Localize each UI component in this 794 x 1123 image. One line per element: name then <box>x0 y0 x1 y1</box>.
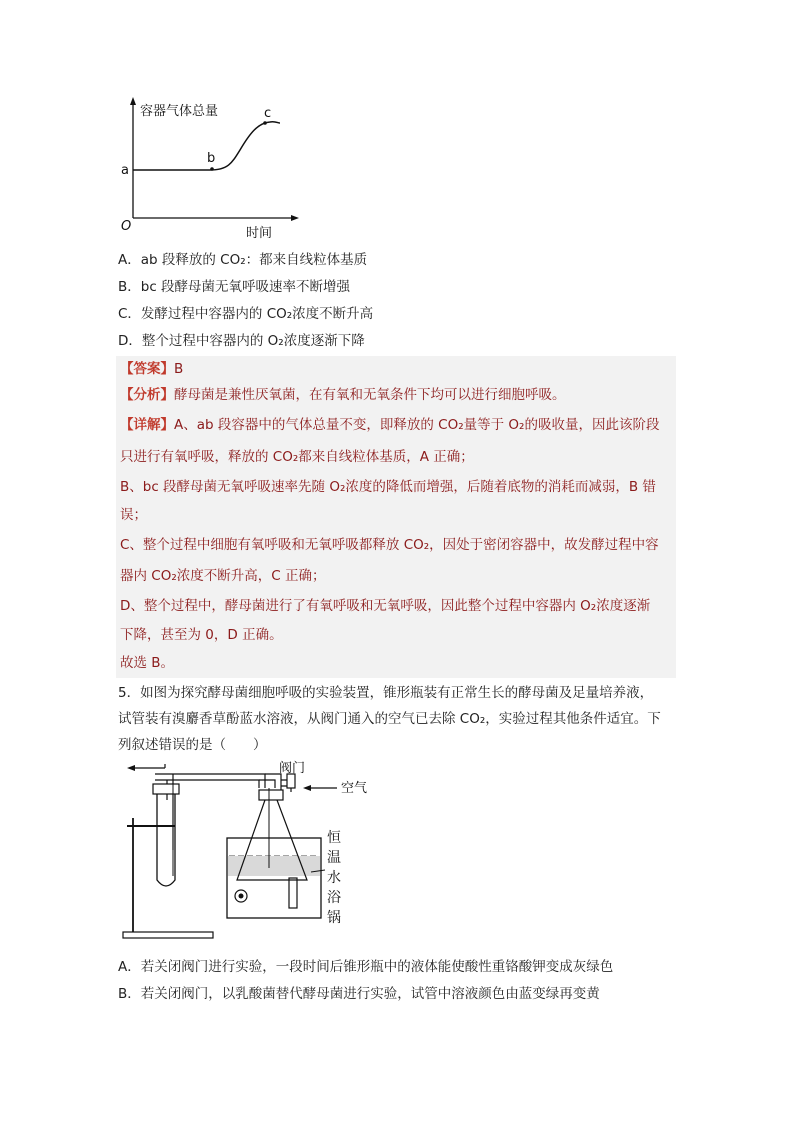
stand-base <box>123 932 213 938</box>
gas-amount-graph <box>110 95 310 245</box>
valve-handle <box>287 774 295 788</box>
analysis-text: 酵母菌是兼性厌氧菌，在有氧和无氧条件下均可以进行细胞呼吸。 <box>174 387 566 403</box>
flask-stopper <box>259 790 283 800</box>
x-axis-label: 时间 <box>246 226 273 241</box>
q5-line-2: 列叙述错误的是（ ） <box>118 737 267 753</box>
detail-line-6: D、整个过程中，酵母菌进行了有氧呼吸和无氧呼吸，因此整个过程中容器内 O₂浓度逐渐 <box>120 598 651 614</box>
answer-value: B <box>174 361 184 377</box>
q4-option-a: A．ab 段释放的 CO₂：都来自线粒体基质 <box>118 252 368 268</box>
q4-option-d: D．整个过程中容器内的 O₂浓度逐渐下降 <box>118 333 365 349</box>
bath-label-3: 水 <box>327 870 341 886</box>
test-tube-stopper <box>153 784 179 794</box>
test-tube <box>157 794 175 886</box>
detail-tag: 【详解】 <box>120 417 174 433</box>
answer-line <box>120 360 183 378</box>
air-label: 空气 <box>341 781 368 796</box>
outlet-arrowhead <box>127 765 135 771</box>
thermometer <box>289 878 297 908</box>
point-c-dot <box>263 121 267 125</box>
bath-label-4: 浴 <box>327 890 341 906</box>
q4-option-b: B．bc 段酵母菌无氧呼吸速率不断增强 <box>118 279 351 295</box>
detail-line-3: 误； <box>120 507 147 523</box>
analysis-tag: 【分析】 <box>120 387 174 403</box>
detail-line-8: 故选 B。 <box>120 655 175 671</box>
detail-line-0 <box>120 416 659 434</box>
analysis-line <box>120 386 566 404</box>
bath-label-2: 温 <box>327 850 341 866</box>
water-bath <box>227 838 321 918</box>
bath-knob-center <box>239 894 244 899</box>
point-a-label: a <box>121 163 129 178</box>
q4-option-c: C．发酵过程中容器内的 CO₂浓度不断升高 <box>118 306 374 322</box>
x-axis-arrow <box>291 215 299 221</box>
point-b-dot <box>210 167 214 171</box>
bath-label-5: 锅 <box>327 910 341 926</box>
detail-line-2: B、bc 段酵母菌无氧呼吸速率先随 O₂浓度的降低而增强，后随着底物的消耗而减弱，B 错 <box>120 479 656 495</box>
detail-line-1: 只进行有氧呼吸，释放的 CO₂都来自线粒体基质，A 正确； <box>120 449 474 465</box>
valve-label: 阀门 <box>279 761 306 776</box>
y-axis-label: 容器气体总量 <box>140 104 219 119</box>
q5-line-1: 试管装有溴麝香草酚蓝水溶液，从阀门通入的空气已去除 CO₂，实验过程其他条件适宜。下 <box>118 711 661 727</box>
detail-line-4: C、整个过程中细胞有氧呼吸和无氧呼吸都释放 CO₂，因处于密闭容器中，故发酵过程中容 <box>120 537 659 553</box>
origin-label: O <box>121 219 132 234</box>
point-b-label: b <box>207 151 216 166</box>
detail-line-7: 下降，甚至为 0，D 正确。 <box>120 627 283 643</box>
bath-label-1: 恒 <box>327 830 341 846</box>
q5-option-a: A．若关闭阀门进行实验，一段时间后锥形瓶中的液体能使酸性重铬酸钾变成灰绿色 <box>118 959 614 975</box>
q5-option-b: B．若关闭阀门，以乳酸菌替代酵母菌进行实验，试管中溶液颜色由蓝变绿再变黄 <box>118 986 600 1002</box>
y-axis-arrow <box>130 97 136 105</box>
q5-line-0: 5．如图为探究酵母菌细胞呼吸的实验装置，锥形瓶装有正常生长的酵母菌及足量培养液， <box>118 685 654 701</box>
detail-text-0: A、ab 段容器中的气体总量不变，即释放的 CO₂量等于 O₂的吸收量，因此该阶段 <box>174 417 660 433</box>
detail-line-5: 器内 CO₂浓度不断升高，C 正确； <box>120 568 326 584</box>
apparatus-diagram <box>115 760 375 950</box>
answer-tag: 【答案】 <box>120 361 174 377</box>
air-arrowhead <box>303 785 311 791</box>
flask-tube <box>259 774 281 790</box>
point-c-label: c <box>264 106 272 121</box>
